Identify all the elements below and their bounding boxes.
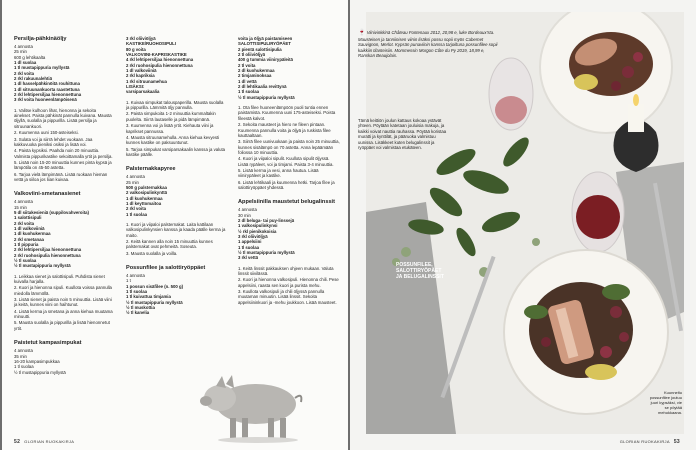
recipe-step: 2. Kuori ja hienonna valkosipuli. Hienonna chili. Pese appelsiini, raasta sen kuori ja purista mehu. bbox=[238, 277, 339, 288]
recipe-step: 6. Lisää lehtikaali ja kuumenna hetki. Tarjoa filee ja salottiryöppäet yhdessä. bbox=[238, 179, 335, 190]
ingredient: 2 dl kuohukermaa bbox=[238, 68, 275, 74]
ingredient: 1 tl suolaa bbox=[126, 211, 148, 217]
food-photo bbox=[366, 12, 684, 434]
photo-caption bbox=[396, 262, 444, 280]
ingredient: 500 g palsternakkaa bbox=[126, 184, 167, 190]
recipe-meta: 600 g lehtikaalta bbox=[14, 54, 46, 60]
wine-tip-text: Viinivinkkinä Château Fontenaux 2012, 20,98 e, luke Bordeaux'sta. Mausteisen ja tanniinisen viinin lisäksi possu sopii myös Cabernet Sauvignon, Merlot. Kypsän punaviinin kanssa tarjoiltuna possunfilee sopii kaikkiin tilanteisiin. Mommessin Morgon Côte du Py 2019, 18,99 e, Ranskan Beaujolais. bbox=[358, 30, 498, 59]
ingredient: 1 dl valkoviiniä bbox=[126, 68, 157, 74]
recipe-step: 1. Leikkaa sienet ja salottisipuli. Puhdista sienet kuivalla harjalla. bbox=[14, 273, 105, 285]
caption-line: POSSUNFILEE, bbox=[396, 262, 433, 268]
recipe-meta: 4 annosta bbox=[14, 44, 33, 49]
ingredient: 1 possun sisäfilee (n. 500 g) bbox=[126, 283, 184, 289]
ingredient: 1 dl vettä bbox=[238, 78, 257, 84]
recipe-column-3 bbox=[238, 36, 340, 305]
table-scene-image bbox=[366, 12, 684, 434]
magazine-label: GLORIAN RUOKAKIRJA bbox=[24, 439, 75, 444]
recipe-step: 3. Lisää sienet ja paista noin 5 minuuttia. Lisää viini ja keitä, kunnes viini on haihtunut. bbox=[14, 297, 112, 308]
recipe-meta: 16-20 kampasimpukkaa bbox=[14, 358, 60, 364]
recipe-meta: 25 min bbox=[126, 179, 139, 185]
recipe-meta: 25 min bbox=[14, 49, 27, 55]
recipe-step: 6. Tarjoa vielä lämpimänä. Lisää ruokaan hieman vettä ja siiloa jos liian kuivaa. bbox=[14, 171, 108, 182]
ingredient: 3 rkl voita huoneenlämpöisenä bbox=[14, 97, 77, 103]
ingredient: ½ tl muskottia bbox=[126, 305, 155, 311]
recipe-column-2 bbox=[126, 36, 226, 316]
recipe-title: Appelsiinilla maustetut belugalinssit bbox=[238, 199, 335, 206]
ingredient: 4 rkl lehtipersiljaa hienonnettuna bbox=[126, 57, 194, 63]
recipe-title: Persilja-pähkinäöljy bbox=[14, 36, 67, 42]
magazine-label: GLORIAN RUOKAKIRJA bbox=[619, 439, 670, 444]
page-number: 53 bbox=[673, 439, 680, 445]
caption-line: JA BELUGALINSSIT bbox=[396, 274, 444, 280]
recipe-step: 2. Paista simpukoita 1-2 minuuttia kummaltakin puolelta. Siirrä lautaselle ja pidä lämpimänä. bbox=[126, 111, 216, 122]
ingredient: SALOTTISIPULIRYÖPÄET bbox=[238, 41, 291, 47]
ingredient: 2 pientä salottisipulia bbox=[238, 46, 282, 52]
recipe-title: Palsternakkapyree bbox=[126, 166, 176, 173]
ingredient: 5 dl siitakesieniä (suppilovahveroita) bbox=[14, 209, 89, 215]
recipe-step: 1. Keitä linssit pakkauksen ohjeen mukaan. Valuta linssit siivilässä. bbox=[238, 265, 334, 277]
recipe-step: 3. Kuumenna voi ja lisää yrtit. Kiehauta viini ja kaprikset pannussa. bbox=[126, 123, 214, 134]
recipe-step: 3. Sulata voi ja siirrä lehdet vuokaan. Jaa kakkuvuoka pieniksi osiksi ja lisää voi. bbox=[14, 136, 93, 147]
ingredient: 2 rkl lehtipersiljaa hienonnettuna bbox=[14, 247, 82, 253]
ingredient: ½ tl kanelia bbox=[126, 310, 150, 316]
pig-figurine-image bbox=[198, 368, 308, 443]
ingredient: 1 dl kuohukermaa bbox=[14, 231, 51, 237]
recipe-step: 2. Kuori ja hienonna sipuli. Kuullota voissa pannulla miedolla lämmöllä. bbox=[14, 285, 112, 296]
ingredient: 2 dl beluga- tai puy-linssejä bbox=[238, 217, 295, 223]
recipe-step: 2. Kuumenna uuni 150-asteiseksi. bbox=[14, 130, 79, 136]
ingredient: ½ tl mustapippuria myllystä bbox=[14, 263, 71, 269]
ingredient: ½ tl suolaa bbox=[14, 258, 37, 264]
wine-glass-icon: 🍷 bbox=[358, 30, 366, 36]
right-footer bbox=[620, 439, 680, 445]
recipe-step: 4. Paista kypsiksi. Paahda noin 20 minuuttia. Valmista pippurikastike sekoittamalla yrtit ja persilja. bbox=[14, 148, 113, 159]
ingredient: ½ tl mustapippuria myllystä bbox=[238, 250, 295, 256]
ingredient: ½ tl mustapippuria myllystä bbox=[126, 299, 183, 305]
wine-tip bbox=[358, 30, 498, 59]
ingredient: 1 tl mustapippuria myllystä bbox=[14, 65, 70, 71]
caption-line: SALOTTIRYÖPÄET bbox=[396, 268, 442, 274]
intro-text: Tämä keittiön joulun kattaus kokoaa ystävät yhteen. Pöytään katetaan jouluisia makuja, ja kaikki voivat nauttia rauhassa. Pöytää koristaa muratti ja kynttilät, ja pääruoka valmistuu uunissa. Lisäkkeet kuten belugalinssit ja ryöppäet voi valmistaa etukäteen. bbox=[358, 118, 447, 151]
ingredient: ½ tl mustapippuria myllystä bbox=[238, 94, 295, 100]
ingredient: 1 tl kuivattua timjamia bbox=[126, 294, 171, 300]
recipe-meta: 1 t bbox=[126, 278, 131, 284]
recipe-step: 5. Tarjoa simpukat varsiparsakaalin kanssa ja valuta kastike päälle. bbox=[126, 146, 226, 157]
recipe-title: Possunfilee ja salottiryöppäet bbox=[126, 265, 206, 272]
recipe-step: 2. Sekoita mausteet ja hiero ne fileen pintaan. Kuumenna pannulla voita ja öljyä ja ruskista filee kauttaaltaan. bbox=[238, 122, 331, 138]
ingredient: 400 g tummia viinirypäleitä bbox=[238, 57, 293, 63]
ingredient: 1 valkosipulinkynsi bbox=[238, 223, 278, 229]
ingredient: 1 tl suolaa bbox=[238, 89, 260, 95]
ingredient: 2 dl lehtikaalia revittynä bbox=[238, 84, 287, 90]
recipe-step: 3. Kuullota valkosipuli ja chili öljyssä pannulla muutaman minuutin. Lisää linssit. Sekoita appelsiininkuori ja -mehu joukkoon. Lisää mausteet. bbox=[238, 289, 337, 305]
recipe-meta: 1 tl suolaa bbox=[14, 364, 34, 370]
ingredient: KASTIKE/RUOHOSIPULI bbox=[126, 41, 176, 47]
ingredient: voita ja öljyä paistamiseen bbox=[238, 36, 293, 41]
ingredient: 2 valkosipulinkynttä bbox=[126, 190, 168, 196]
ingredient: varsiparsakaalia bbox=[126, 89, 160, 95]
recipe-meta: 4 annosta bbox=[14, 199, 33, 205]
ingredient: 2 rkl rakuunalehtiä bbox=[14, 76, 52, 82]
recipe-step: 5. Lisää noin 15-20 minuuttia kunnes pinta kypsä ja lämpötila on 45-50 astetta. bbox=[14, 159, 112, 171]
ingredient: 1 dl sitruunankuorta raastettuna bbox=[14, 86, 80, 92]
ingredient: 2 timjaminoksaa bbox=[238, 73, 272, 79]
ingredient: 1 dl keyttomaitoa bbox=[126, 200, 162, 206]
recipe-meta: 4 annosta bbox=[126, 174, 145, 180]
recipe-step: 1. Kuivaa simpukat talouspaperilla. Mausta suolalla ja pippurilla. Lämmitä öljy pannulla. bbox=[126, 99, 224, 111]
recipe-step: 3. Mausta suolalla ja voilla. bbox=[126, 250, 178, 256]
ingredient: 3 rkl oliiviöljyä bbox=[126, 36, 156, 41]
recipe-meta: 4 annosta bbox=[14, 348, 33, 354]
ingredient: 1 dl valkoviiniä bbox=[14, 225, 45, 231]
ingredient: 3 rkl vettä bbox=[238, 255, 259, 261]
recipe-step: 4. Kuori ja viipaloi sipulit. Kuullota sipulit öljyssä. Lisää rypäleet, voi ja timjami. Paista 3-4 minuuttia. bbox=[238, 156, 334, 167]
recipe-step: 4. Lisää kerma ja smetana ja anna kiehua muutama minuutti. bbox=[14, 308, 113, 320]
recipe-step: 1. Ota filee huoneenlämpöön puoli tuntia ennen paistamista. Kuumenna uuni 175-asteiseksi. Poista fileestä kalvot. bbox=[238, 105, 336, 121]
ingredient: 2 rkl kapriksia bbox=[126, 73, 155, 79]
recipe-meta: ½ tl mustapippuria myllystä bbox=[14, 369, 66, 375]
ingredient: 3 rkl oliiviöljyä bbox=[238, 234, 268, 239]
ingredient: 1 dl suolaa bbox=[14, 60, 37, 66]
ingredient: 2 rkl lehtipersiljaa hienonnettuna bbox=[14, 92, 82, 98]
ingredient: 2 rkl voita bbox=[14, 220, 35, 226]
ingredient: 2 rkl ruohosipulia hienonnettuna bbox=[126, 62, 193, 68]
ingredient: LISÄKSI: bbox=[126, 84, 145, 90]
ingredient: 1 dl kuohukermaa bbox=[126, 195, 163, 201]
ingredient: 1 tl suolaa bbox=[126, 289, 148, 295]
right-page bbox=[350, 0, 696, 450]
ingredient: 1 salottisipuli bbox=[14, 215, 42, 221]
ingredient: 1 rkl sitruunamehua bbox=[126, 78, 167, 84]
ingredient: 1 appelsiini bbox=[238, 239, 262, 245]
ingredient: VALKOVIINI-KAPRISKASTIKE bbox=[126, 52, 187, 58]
ingredient: 1 dl hasselpähkinöitä rouhittuna bbox=[14, 81, 80, 87]
left-page bbox=[2, 0, 348, 450]
ingredient: 2 tl oliiviöljyä bbox=[238, 52, 265, 58]
recipe-step: 1. Kuori ja viipaloi palsternakat. Laita kattilaan valkosipulinkynsien kanssa ja kaada päälle kerma ja maito. bbox=[126, 221, 226, 238]
ingredient: 2 tl voita bbox=[238, 62, 256, 68]
ingredient: 2 rkl ruohosipulia hienonnettuna bbox=[14, 252, 81, 258]
ingredient: 80 g voita bbox=[126, 46, 146, 52]
page-number: 52 bbox=[14, 439, 21, 445]
recipe-meta: 15 min bbox=[14, 204, 27, 210]
recipe-meta: 4 annosta bbox=[238, 207, 257, 213]
recipe-meta: 30 min bbox=[238, 212, 251, 218]
left-footer bbox=[14, 439, 74, 445]
recipe-meta: 35 min bbox=[14, 353, 27, 359]
recipe-column-1 bbox=[14, 36, 114, 375]
recipe-step: 5. Lisää kerma ja vesi, anna hautua. Lisää viinirypäleet ja kastike. bbox=[238, 167, 319, 179]
recipe-step: 2. Keitä kannen alla noin 15 minuuttia kunnes palsternakat ovat pehmeitä. Soseuta. bbox=[126, 239, 213, 250]
ingredient: 1 tl suolaa bbox=[238, 244, 260, 250]
recipe-title: Valkoviini-smetanasienet bbox=[14, 191, 81, 198]
recipe-meta: 4 annosta bbox=[126, 273, 145, 279]
ingredient: ½ rkl pienikokoisia bbox=[238, 228, 277, 234]
recipe-step: 1. Valitse kulhoon lihat, hienonna ja sekoita ainekset. Paista pähkinät pannulla kuivana. Mausta öljyllä, suolalla ja pippurilla. Lisää persilja ja sitruunankuori. bbox=[14, 107, 112, 129]
ingredient: 2 rkl voita bbox=[14, 70, 35, 76]
recipe-step: 3. Siirrä filee uunivuokaan ja paista noin 25 minuuttia, kunnes sisälämpö on 70 astetta. Anna lepäämään foliossa 10 minuuttia. bbox=[238, 139, 340, 155]
ingredient: 1 tl pippuria bbox=[14, 242, 39, 247]
ingredient: 2 rkl smetanaa bbox=[14, 236, 44, 242]
recipe-step: 4. Mausta sitruunamehulla. Anna kiehua kevyesti kunnes kastike on paksuuntunut. bbox=[126, 134, 220, 146]
side-caption: Kuunneltu possunfilee joutuu juuri kypsäksi, vie se pöytää mehukkaana. bbox=[649, 390, 682, 415]
recipe-title: Paistetut kampasimpukat bbox=[14, 340, 82, 347]
ingredient: 2 rkl voita bbox=[126, 206, 147, 212]
recipe-step: 5. Mausta suolalla ja pippurilla ja lisää hienonnetut yrtit. bbox=[14, 320, 110, 331]
